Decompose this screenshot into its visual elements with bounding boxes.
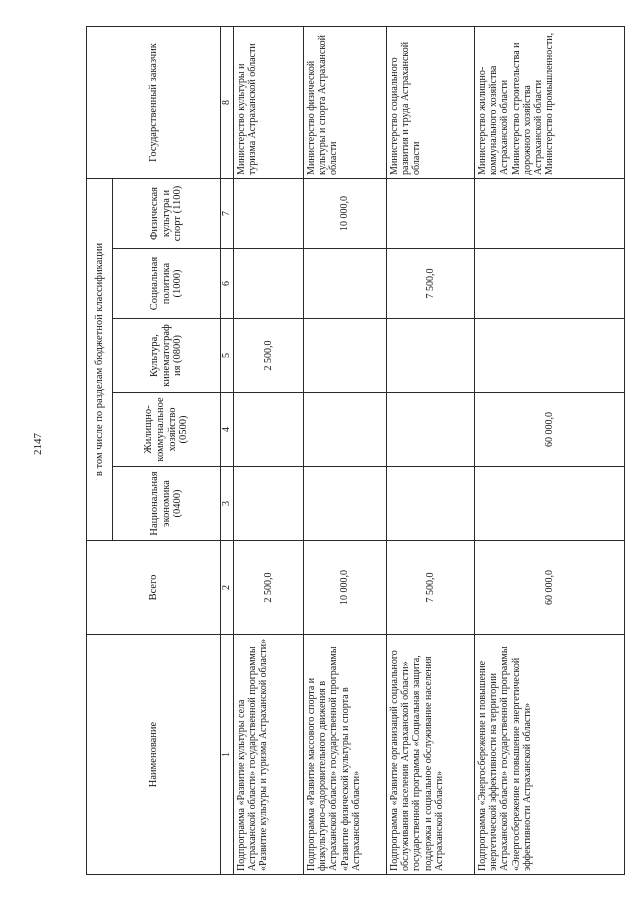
sport-amount <box>387 178 475 248</box>
budget-table-sheet <box>86 27 623 875</box>
housing-amount <box>387 393 475 467</box>
culture-amount: 2 500,0 <box>234 319 304 393</box>
header-culture: Культура, кинематография (0800) <box>113 319 221 393</box>
program-name: Подпрограмма «Энергосбережение и повышение энергетической эффективности на территории Астраханской области» государственной программы «Энергосбережение и повышение энергетической эффективности Астраханской области» <box>475 635 625 875</box>
culture-amount <box>387 319 475 393</box>
header-customer: Государственный заказчик <box>87 26 221 178</box>
column-index: 5 <box>221 319 234 393</box>
housing-amount <box>234 393 304 467</box>
header-economy: Национальная экономика (0400) <box>113 467 221 541</box>
column-index: 7 <box>221 178 234 248</box>
economy-amount <box>304 467 387 541</box>
program-name: Подпрограмма «Развитие культуры села Астраханской области» государственной программы «Развитие культуры и туризма Астраханской области» <box>234 635 304 875</box>
header-budget-group: в том числе по разделам бюджетной классификации <box>87 178 113 540</box>
customer-name: Министерство физической культуры и спорта Астраханской области <box>304 26 387 178</box>
header-housing: Жилищно-коммунальное хозяйство (0500) <box>113 393 221 467</box>
customer-name: Министерство культуры и туризма Астраханской области <box>234 26 304 178</box>
table-row <box>475 26 625 874</box>
column-index: 1 <box>221 635 234 875</box>
social-amount: 7 500,0 <box>387 249 475 319</box>
total-amount: 60 000,0 <box>475 541 625 635</box>
social-amount <box>475 249 625 319</box>
column-index: 3 <box>221 467 234 541</box>
sport-amount: 10 000,0 <box>304 178 387 248</box>
total-amount: 2 500,0 <box>234 541 304 635</box>
column-index-row <box>221 26 234 874</box>
economy-amount <box>475 467 625 541</box>
column-index: 2 <box>221 541 234 635</box>
total-amount: 10 000,0 <box>304 541 387 635</box>
budget-table <box>86 26 625 875</box>
program-name: Подпрограмма «Развитие организаций социального обслуживания населения Астраханской области» государственной программы «Социальная защита, поддержка и социальное обслуживание населения Астраханской области» <box>387 635 475 875</box>
economy-amount <box>387 467 475 541</box>
header-row-top <box>87 26 113 874</box>
header-name: Наименование <box>87 635 221 875</box>
program-name: Подпрограмма «Развитие массового спорта и физкультурно-оздоровительного движения в Астраханской области» государственной программы «Развитие физической культуры и спорта в Астраханской области» <box>304 635 387 875</box>
column-index: 8 <box>221 26 234 178</box>
social-amount <box>304 249 387 319</box>
housing-amount: 60 000,0 <box>475 393 625 467</box>
culture-amount <box>475 319 625 393</box>
customer-name: Министерство социального развития и труда Астраханской области <box>387 26 475 178</box>
customer-name: Министерство жилищно-коммунального хозяйства Астраханской области Министерство строительства и дорожного хозяйства Астраханской области Министерство промышленности, <box>475 26 625 178</box>
table-row <box>234 26 304 874</box>
header-total: Всего <box>87 541 221 635</box>
header-sport: Физическая культура и спорт (1100) <box>113 178 221 248</box>
total-amount: 7 500,0 <box>387 541 475 635</box>
sport-amount <box>475 178 625 248</box>
column-index: 6 <box>221 249 234 319</box>
page-number: 2147 <box>32 433 44 455</box>
economy-amount <box>234 467 304 541</box>
table-row <box>304 26 387 874</box>
social-amount <box>234 249 304 319</box>
table-row <box>387 26 475 874</box>
column-index: 4 <box>221 393 234 467</box>
header-social: Социальная политика (1000) <box>113 249 221 319</box>
culture-amount <box>304 319 387 393</box>
housing-amount <box>304 393 387 467</box>
sport-amount <box>234 178 304 248</box>
